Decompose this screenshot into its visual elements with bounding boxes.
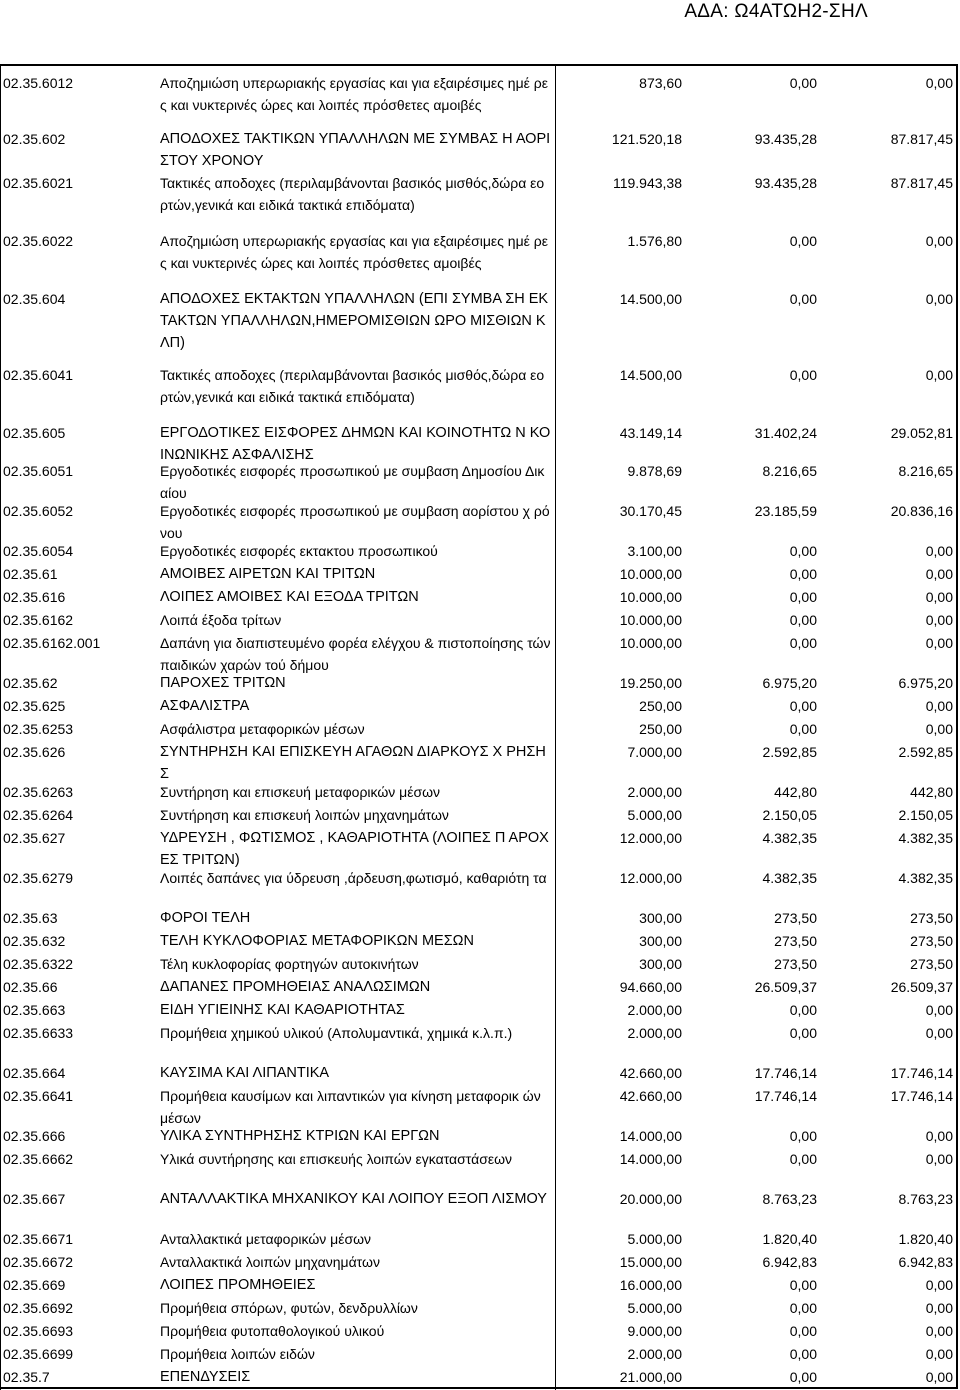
paid-amount: 0,00 xyxy=(925,589,953,605)
paid-amount: 29.052,81 xyxy=(890,425,953,441)
account-code: 02.35.664 xyxy=(3,1065,66,1081)
account-code: 02.35.6672 xyxy=(3,1254,74,1270)
table-left-border xyxy=(0,64,1,1390)
account-description: ΦΟΡΟΙ ΤΕΛΗ xyxy=(160,910,251,926)
budgeted-amount: 14.500,00 xyxy=(619,367,682,383)
budgeted-amount: 30.170,45 xyxy=(619,503,682,519)
committed-amount: 0,00 xyxy=(789,589,817,605)
account-description: ΠΑΡΟΧΕΣ ΤΡΙΤΩΝ xyxy=(160,675,286,691)
account-code: 02.35.6662 xyxy=(3,1151,74,1167)
committed-amount: 0,00 xyxy=(789,75,817,91)
paid-amount: 0,00 xyxy=(925,1002,953,1018)
paid-amount: 2.592,85 xyxy=(898,744,953,760)
account-code: 02.35.6263 xyxy=(3,784,74,800)
budgeted-amount: 5.000,00 xyxy=(627,1231,682,1247)
paid-amount: 0,00 xyxy=(925,543,953,559)
paid-amount: 0,00 xyxy=(925,721,953,737)
account-code: 02.35.63 xyxy=(3,910,58,926)
account-code: 02.35.666 xyxy=(3,1128,66,1144)
account-description: ΛΟΙΠΕΣ ΑΜΟΙΒΕΣ ΚΑΙ ΕΞΟΔΑ ΤΡΙΤΩΝ xyxy=(160,589,419,605)
budgeted-amount: 10.000,00 xyxy=(619,612,682,628)
paid-amount: 26.509,37 xyxy=(890,979,953,995)
account-code: 02.35.6253 xyxy=(3,721,74,737)
committed-amount: 17.746,14 xyxy=(754,1065,817,1081)
committed-amount: 0,00 xyxy=(789,1128,817,1144)
paid-amount: 0,00 xyxy=(925,233,953,249)
account-description: Ασφάλιστρα μεταφορικών μέσων xyxy=(160,721,365,737)
account-description: Αποζημιώση υπερωριακής εργασίας και για εξαιρέσιμες ημέ ρες και νυκτερινές ώρες και λοιπές πρόσθετες αμοιβές xyxy=(160,75,548,113)
committed-amount: 17.746,14 xyxy=(754,1088,817,1104)
paid-amount: 0,00 xyxy=(925,1300,953,1316)
paid-amount: 4.382,35 xyxy=(898,830,953,846)
account-description: ΑΠΟΔΟΧΕΣ ΤΑΚΤΙΚΩΝ ΥΠΑΛΛΗΛΩΝ ΜΕ ΣΥΜΒΑΣ Η ΑΟΡΙΣΤΟΥ ΧΡΟΝΟΥ xyxy=(160,131,551,169)
account-description: Προμήθεια χημικού υλικού (Απολυμαντικά, χημικά κ.λ.π.) xyxy=(160,1025,513,1041)
account-code: 02.35.627 xyxy=(3,830,66,846)
paid-amount: 273,50 xyxy=(910,933,953,949)
account-code: 02.35.6022 xyxy=(3,233,74,249)
paid-amount: 0,00 xyxy=(925,612,953,628)
budgeted-amount: 10.000,00 xyxy=(619,566,682,582)
committed-amount: 0,00 xyxy=(789,1277,817,1293)
account-description: ΚΑΥΣΙΜΑ ΚΑΙ ΛΙΠΑΝΤΙΚΑ xyxy=(160,1065,330,1081)
account-code: 02.35.632 xyxy=(3,933,66,949)
account-code: 02.35.669 xyxy=(3,1277,66,1293)
account-code: 02.35.6054 xyxy=(3,543,74,559)
account-code: 02.35.602 xyxy=(3,131,66,147)
committed-amount: 0,00 xyxy=(789,1323,817,1339)
account-code: 02.35.6693 xyxy=(3,1323,74,1339)
committed-amount: 23.185,59 xyxy=(754,503,817,519)
committed-amount: 273,50 xyxy=(774,933,817,949)
account-description: Ανταλλακτικά λοιπών μηχανημάτων xyxy=(160,1254,380,1270)
committed-amount: 26.509,37 xyxy=(754,979,817,995)
account-code: 02.35.61 xyxy=(3,566,58,582)
committed-amount: 0,00 xyxy=(789,1369,817,1385)
account-description: ΥΛΙΚΑ ΣΥΝΤΗΡΗΣΗΣ ΚΤΡΙΩΝ ΚΑΙ ΕΡΓΩΝ xyxy=(160,1128,440,1144)
budgeted-amount: 20.000,00 xyxy=(619,1191,682,1207)
paid-amount: 0,00 xyxy=(925,75,953,91)
account-code: 02.35.6012 xyxy=(3,75,74,91)
account-code: 02.35.6041 xyxy=(3,367,74,383)
account-description: Τακτικές αποδοχες (περιλαμβάνονται βασικός μισθός,δώρα εορτών,γενικά και ειδικά τακτικά επιδόματα) xyxy=(160,367,545,405)
paid-amount: 17.746,14 xyxy=(890,1065,953,1081)
account-code: 02.35.6264 xyxy=(3,807,74,823)
account-description: Εργοδοτικές εισφορές προσωπικού με συμβαση Δημοσίου Δικαίου xyxy=(160,463,545,501)
budgeted-amount: 5.000,00 xyxy=(627,1300,682,1316)
account-code: 02.35.62 xyxy=(3,675,58,691)
budgeted-amount: 119.943,38 xyxy=(612,175,682,191)
paid-amount: 0,00 xyxy=(925,1277,953,1293)
budgeted-amount: 2.000,00 xyxy=(627,784,682,800)
account-code: 02.35.604 xyxy=(3,291,66,307)
paid-amount: 0,00 xyxy=(925,566,953,582)
committed-amount: 93.435,28 xyxy=(754,175,817,191)
budgeted-amount: 121.520,18 xyxy=(611,131,682,147)
budgeted-amount: 2.000,00 xyxy=(627,1025,682,1041)
budgeted-amount: 19.250,00 xyxy=(619,675,682,691)
budgeted-amount: 10.000,00 xyxy=(619,635,682,651)
account-description: Τέλη κυκλοφορίας φορτηγών αυτοκινήτων xyxy=(160,956,419,972)
paid-amount: 442,80 xyxy=(910,784,953,800)
committed-amount: 0,00 xyxy=(789,1346,817,1362)
account-code: 02.35.6279 xyxy=(3,870,74,886)
paid-amount: 0,00 xyxy=(925,1128,953,1144)
account-description: Προμήθεια λοιπών ειδών xyxy=(160,1346,315,1362)
committed-amount: 442,80 xyxy=(774,784,817,800)
committed-amount: 2.150,05 xyxy=(762,807,817,823)
budgeted-amount: 7.000,00 xyxy=(627,744,682,760)
budgeted-amount: 10.000,00 xyxy=(619,589,682,605)
paid-amount: 0,00 xyxy=(925,698,953,714)
committed-amount: 0,00 xyxy=(789,1002,817,1018)
paid-amount: 20.836,16 xyxy=(890,503,953,519)
account-description: Δαπάνη για διαπιστευμένο φορέα ελέγχου & πιστοποίησης τών παιδικών χαρών τού δήμου xyxy=(160,635,551,673)
account-code: 02.35.605 xyxy=(3,425,66,441)
ada-header: ΑΔΑ: Ω4ΑΤΩΗ2-ΣΗΛ xyxy=(684,1,868,22)
account-description: Εργοδοτικές εισφορές προσωπικού με συμβαση αορίστου χ ρόνου xyxy=(160,503,550,541)
column-divider xyxy=(555,64,556,1390)
committed-amount: 273,50 xyxy=(774,910,817,926)
account-description: Συντήρηση και επισκευή λοιπών μηχανημάτων xyxy=(160,807,449,823)
committed-amount: 6.942,83 xyxy=(762,1254,817,1270)
paid-amount: 17.746,14 xyxy=(890,1088,953,1104)
account-code: 02.35.6162.001 xyxy=(3,635,101,651)
account-description: Προμήθεια καυσίμων και λιπαντικών για κίνηση μεταφορικ ών μέσων xyxy=(160,1088,541,1126)
committed-amount: 0,00 xyxy=(789,698,817,714)
paid-amount: 6.942,83 xyxy=(898,1254,953,1270)
account-description: Αποζημιώση υπερωριακής εργασίας και για εξαιρέσιμες ημέ ρες και νυκτερινές ώρες και λοιπές πρόσθετες αμοιβές xyxy=(160,233,548,271)
committed-amount: 0,00 xyxy=(789,1300,817,1316)
account-description: ΛΟΙΠΕΣ ΠΡΟΜΗΘΕΙΕΣ xyxy=(160,1277,316,1293)
paid-amount: 87.817,45 xyxy=(890,131,953,147)
account-description: Προμήθεια σπόρων, φυτών, δενδρυλλίων xyxy=(160,1300,418,1316)
account-description: Προμήθεια φυτοπαθολογικού υλικού xyxy=(160,1323,385,1339)
account-code: 02.35.7 xyxy=(3,1369,50,1385)
committed-amount: 6.975,20 xyxy=(762,675,817,691)
paid-amount: 6.975,20 xyxy=(898,675,953,691)
budgeted-amount: 42.660,00 xyxy=(619,1065,682,1081)
committed-amount: 0,00 xyxy=(789,543,817,559)
committed-amount: 0,00 xyxy=(789,1025,817,1041)
budgeted-amount: 873,60 xyxy=(639,75,682,91)
account-description: ΕΡΓΟΔΟΤΙΚΕΣ ΕΙΣΦΟΡΕΣ ΔΗΜΩΝ ΚΑΙ ΚΟΙΝΟΤΗΤΩ Ν ΚΟΙΝΩΝΙΚΗΣ ΑΣΦΑΛΙΣΗΣ xyxy=(160,425,551,463)
budgeted-amount: 14.000,00 xyxy=(619,1151,682,1167)
paid-amount: 8.216,65 xyxy=(898,463,953,479)
account-description: ΔΑΠΑΝΕΣ ΠΡΟΜΗΘΕΙΑΣ ΑΝΑΛΩΣΙΜΩΝ xyxy=(160,979,431,995)
budgeted-amount: 3.100,00 xyxy=(627,543,682,559)
account-description: Συντήρηση και επισκευή μεταφορικών μέσων xyxy=(160,784,441,800)
committed-amount: 8.216,65 xyxy=(762,463,817,479)
paid-amount: 0,00 xyxy=(925,1369,953,1385)
budgeted-amount: 9.000,00 xyxy=(627,1323,682,1339)
account-code: 02.35.6051 xyxy=(3,463,74,479)
paid-amount: 4.382,35 xyxy=(898,870,953,886)
account-code: 02.35.6021 xyxy=(3,175,74,191)
committed-amount: 0,00 xyxy=(789,635,817,651)
account-description: Λοιπά έξοδα τρίτων xyxy=(160,612,282,628)
account-description: ΤΕΛΗ ΚΥΚΛΟΦΟΡΙΑΣ ΜΕΤΑΦΟΡΙΚΩΝ ΜΕΣΩΝ xyxy=(160,933,474,949)
paid-amount: 0,00 xyxy=(925,1025,953,1041)
paid-amount: 0,00 xyxy=(925,1346,953,1362)
budgeted-amount: 43.149,14 xyxy=(619,425,682,441)
paid-amount: 273,50 xyxy=(910,910,953,926)
budgeted-amount: 94.660,00 xyxy=(619,979,682,995)
committed-amount: 4.382,35 xyxy=(762,830,817,846)
account-code: 02.35.6052 xyxy=(3,503,74,519)
budgeted-amount: 16.000,00 xyxy=(619,1277,682,1293)
committed-amount: 0,00 xyxy=(789,1151,817,1167)
account-description: Λοιπές δαπάνες για ύδρευση ,άρδευση,φωτισμό, καθαριότη τα xyxy=(160,870,547,886)
budgeted-amount: 250,00 xyxy=(639,698,682,714)
account-description: ΑΠΟΔΟΧΕΣ ΕΚΤΑΚΤΩΝ ΥΠΑΛΛΗΛΩΝ (ΕΠΙ ΣΥΜΒΑ ΣΗ ΕΚΤΑΚΤΩΝ ΥΠΑΛΛΗΛΩΝ,ΗΜΕΡΟΜΙΣΘΙΩΝ ΩΡΟ ΜΙΣΘΙΩΝ ΚΛΠ) xyxy=(160,291,549,351)
committed-amount: 4.382,35 xyxy=(762,870,817,886)
committed-amount: 273,50 xyxy=(774,956,817,972)
paid-amount: 0,00 xyxy=(925,1151,953,1167)
account-code: 02.35.6322 xyxy=(3,956,74,972)
paid-amount: 0,00 xyxy=(925,367,953,383)
committed-amount: 8.763,23 xyxy=(762,1191,817,1207)
committed-amount: 0,00 xyxy=(789,291,817,307)
account-description: ΕΙΔΗ ΥΓΙΕΙΝΗΣ ΚΑΙ ΚΑΘΑΡΙΟΤΗΤΑΣ xyxy=(160,1002,405,1018)
paid-amount: 87.817,45 xyxy=(890,175,953,191)
committed-amount: 0,00 xyxy=(789,233,817,249)
account-description: Υλικά συντήρησης και επισκευής λοιπών εγκαταστάσεων xyxy=(160,1151,513,1167)
committed-amount: 0,00 xyxy=(789,566,817,582)
account-code: 02.35.667 xyxy=(3,1191,66,1207)
account-code: 02.35.6641 xyxy=(3,1088,74,1104)
budgeted-amount: 300,00 xyxy=(639,910,682,926)
budgeted-amount: 300,00 xyxy=(639,956,682,972)
account-code: 02.35.6671 xyxy=(3,1231,74,1247)
account-code: 02.35.616 xyxy=(3,589,66,605)
budgeted-amount: 14.000,00 xyxy=(619,1128,682,1144)
committed-amount: 1.820,40 xyxy=(762,1231,817,1247)
committed-amount: 93.435,28 xyxy=(754,131,817,147)
paid-amount: 0,00 xyxy=(925,635,953,651)
budgeted-amount: 5.000,00 xyxy=(627,807,682,823)
budgeted-amount: 2.000,00 xyxy=(627,1002,682,1018)
account-description: Ανταλλακτικά μεταφορικών μέσων xyxy=(160,1231,372,1247)
account-description: ΑΝΤΑΛΛΑΚΤΙΚΑ ΜΗΧΑΝΙΚΟΥ ΚΑΙ ΛΟΙΠΟΥ ΕΞΟΠ ΛΙΣΜΟΥ xyxy=(160,1191,547,1207)
budgeted-amount: 42.660,00 xyxy=(619,1088,682,1104)
budgeted-amount: 2.000,00 xyxy=(627,1346,682,1362)
account-description: ΑΣΦΑΛΙΣΤΡΑ xyxy=(160,698,250,714)
paid-amount: 0,00 xyxy=(925,291,953,307)
account-description: ΣΥΝΤΗΡΗΣΗ ΚΑΙ ΕΠΙΣΚΕΥΗ ΑΓΑΘΩΝ ΔΙΑΡΚΟΥΣ Χ ΡΗΣΗΣ xyxy=(160,744,546,782)
account-code: 02.35.663 xyxy=(3,1002,66,1018)
paid-amount: 0,00 xyxy=(925,1323,953,1339)
account-description: ΑΜΟΙΒΕΣ ΑΙΡΕΤΩΝ ΚΑΙ ΤΡΙΤΩΝ xyxy=(160,566,376,582)
budgeted-amount: 14.500,00 xyxy=(619,291,682,307)
paid-amount: 1.820,40 xyxy=(898,1231,953,1247)
account-description: ΕΠΕΝΔΥΣΕΙΣ xyxy=(160,1369,251,1385)
budgeted-amount: 21.000,00 xyxy=(619,1369,682,1385)
account-code: 02.35.626 xyxy=(3,744,66,760)
budgeted-amount: 12.000,00 xyxy=(619,830,682,846)
paid-amount: 273,50 xyxy=(910,956,953,972)
account-code: 02.35.625 xyxy=(3,698,66,714)
budgeted-amount: 12.000,00 xyxy=(619,870,682,886)
paid-amount: 8.763,23 xyxy=(898,1191,953,1207)
committed-amount: 2.592,85 xyxy=(762,744,817,760)
budgeted-amount: 15.000,00 xyxy=(619,1254,682,1270)
committed-amount: 0,00 xyxy=(789,367,817,383)
committed-amount: 0,00 xyxy=(789,612,817,628)
account-description: Εργοδοτικές εισφορές εκτακτου προσωπικού xyxy=(160,543,438,559)
account-description: Τακτικές αποδοχες (περιλαμβάνονται βασικός μισθός,δώρα εορτών,γενικά και ειδικά τακτικά επιδόματα) xyxy=(160,175,545,213)
paid-amount: 2.150,05 xyxy=(898,807,953,823)
account-code: 02.35.6699 xyxy=(3,1346,74,1362)
budgeted-amount: 1.576,80 xyxy=(627,233,682,249)
committed-amount: 0,00 xyxy=(789,721,817,737)
account-code: 02.35.66 xyxy=(3,979,58,995)
account-code: 02.35.6633 xyxy=(3,1025,74,1041)
account-code: 02.35.6162 xyxy=(3,612,74,628)
budgeted-amount: 9.878,69 xyxy=(627,463,682,479)
account-code: 02.35.6692 xyxy=(3,1300,74,1316)
budgeted-amount: 300,00 xyxy=(639,933,682,949)
budgeted-amount: 250,00 xyxy=(639,721,682,737)
committed-amount: 31.402,24 xyxy=(754,425,817,441)
account-description: ΥΔΡΕΥΣΗ , ΦΩΤΙΣΜΟΣ , ΚΑΘΑΡΙΟΤΗΤΑ (ΛΟΙΠΕΣ Π ΑΡΟΧΕΣ ΤΡΙΤΩΝ) xyxy=(160,830,549,868)
